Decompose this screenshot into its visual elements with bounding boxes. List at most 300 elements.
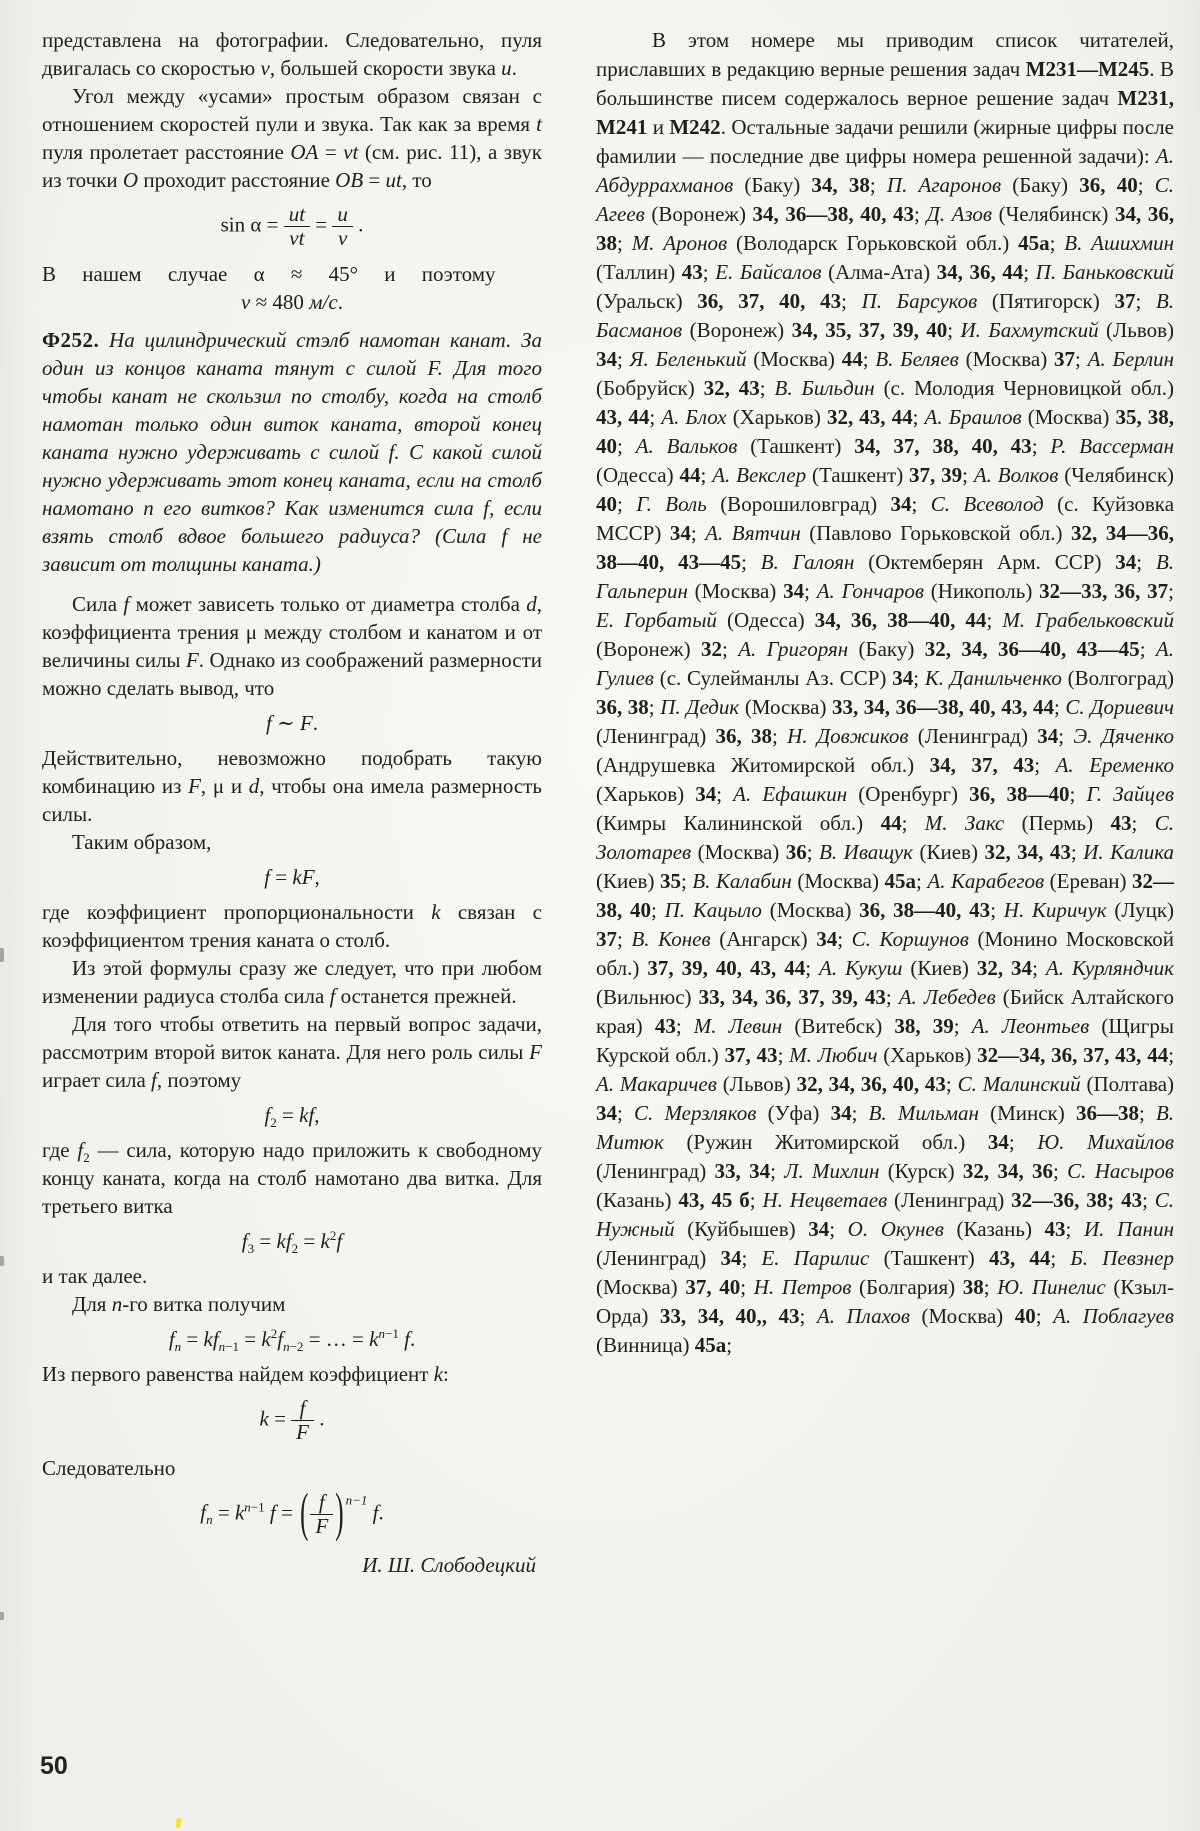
entry-place: (Ангарск) — [719, 927, 808, 951]
entry-name: А. Лебедев — [898, 985, 996, 1009]
entry-name: В. Мильман — [868, 1101, 979, 1125]
reader-entry: А. Еременко (Харьков) 34; — [596, 753, 1175, 806]
entry-numbers: 43 — [1044, 1217, 1066, 1241]
entry-place: (Москва) — [744, 695, 827, 719]
right-column — [596, 26, 1174, 1360]
entry-numbers: 34 — [987, 1130, 1009, 1154]
entry-name: А. Карабегов — [927, 869, 1045, 893]
entry-numbers: 34 — [1115, 550, 1137, 574]
entry-name: А. Абдуррахманов — [596, 144, 1174, 197]
entry-numbers: 34 — [816, 927, 838, 951]
entry-name: В. Бильдин — [774, 376, 875, 400]
entry-place: (Ворошиловград) — [720, 492, 878, 516]
entry-numbers: 32—34, 36, 37, 43, 44 — [977, 1043, 1169, 1067]
reader-entry: О. Окунев (Казань) 43; — [847, 1217, 1084, 1241]
entry-name: С. Золотарев — [596, 811, 1174, 864]
reader-entry: Э. Дяченко (Андрушевка Житомирской обл.) 34, 37, 43; — [596, 724, 1175, 777]
entry-name: А. Блох — [661, 405, 727, 429]
reader-entry: А. Вальков (Ташкент) 34, 37, 38, 40, 43; — [635, 434, 1051, 458]
entry-numbers: 40 — [596, 492, 617, 516]
scan-artifact-yellow-speck — [175, 1818, 181, 1829]
entry-name: И. Калика — [1083, 840, 1175, 864]
reader-entry: М. Левин (Витебск) 38, 39; — [693, 1014, 972, 1038]
reader-entry: В. Иващук (Киев) 32, 34, 43; — [819, 840, 1084, 864]
reader-entry: А. Волков (Челябинск) 40; — [596, 463, 1175, 516]
formula: $f_3 = kf_2 = k^2f$ — [241, 1227, 343, 1256]
entry-place: (Челябинск) — [1064, 463, 1175, 487]
entry-numbers: 33, 34, 36, 37, 39, 43 — [698, 985, 886, 1009]
entry-place: (Москва) — [697, 840, 780, 864]
entry-numbers: 36, 38 — [715, 724, 773, 748]
entry-name: А. Леонтьев — [971, 1014, 1090, 1038]
paragraph: Из этой формулы сразу же следует, что при любом изменении радиуса столба сила f останется прежней. — [42, 955, 542, 1008]
entry-place: (Волгоград) — [1067, 666, 1175, 690]
entry-place: (Москва) — [694, 579, 777, 603]
reader-entry: П. Барсуков (Пятигорск) 37; — [861, 289, 1156, 313]
reader-entry: Е. Горбатый (Одесса) 34, 36, 38—40, 44; — [596, 608, 1003, 632]
entry-numbers: 44 — [880, 811, 902, 835]
formula: $f_n = kf_{n-1} = k^2f_{n-2}$ = … = $k^{n-1}$ f. — [168, 1325, 416, 1354]
entry-place: (Монино Московской обл.) — [596, 927, 1175, 980]
entry-name: П. Кацыло — [664, 898, 762, 922]
entry-place: (Ташкент) — [883, 1246, 975, 1270]
entry-place: (Ленинград) — [917, 724, 1028, 748]
reader-entry: Д. Азов (Челябинск) 34, 36, 38; — [596, 202, 1175, 255]
entry-place: (Баку) — [1012, 173, 1069, 197]
entry-place: (Воронеж) — [651, 202, 746, 226]
entry-numbers: 33, 34, 40,, 43 — [659, 1304, 800, 1328]
entry-place: (Пятигорск) — [991, 289, 1100, 313]
entry-numbers: 34 — [1037, 724, 1059, 748]
entry-name: А. Вятчин — [705, 521, 801, 545]
entry-numbers: 32, 34, 43 — [984, 840, 1071, 864]
entry-name: Е. Байсалов — [715, 260, 822, 284]
reader-entry: И. Панин (Ленинград) 34; — [596, 1217, 1175, 1270]
entry-name: С. Всеволод — [930, 492, 1044, 516]
entry-numbers: 32, 34 — [976, 956, 1033, 980]
entry-numbers: 32, 43 — [703, 376, 760, 400]
entry-numbers: 32, 34, 36—40, 43—45 — [924, 637, 1140, 661]
entry-numbers: 34 — [596, 347, 617, 371]
entry-numbers: 34 — [830, 1101, 852, 1125]
paragraph: где коэффициент пропорциональности k связан с коэффициентом трения каната о столб. — [42, 899, 542, 952]
entry-name: А. Ефашкин — [733, 782, 848, 806]
entry-place: (Курск) — [887, 1159, 955, 1183]
entry-numbers: 40 — [1014, 1304, 1036, 1328]
reader-entry: А. Поблагуев (Винница) 45а; — [596, 1304, 1174, 1357]
entry-place: (Уральск) — [596, 289, 683, 313]
entry-name: П. Дедик — [660, 695, 740, 719]
entry-name: В. Галоян — [760, 550, 855, 574]
entry-numbers: 43 — [1110, 811, 1132, 835]
formula: v ≈ 480 м/с. — [241, 289, 343, 314]
paragraph: Угол между «усами» простым образом связан с отношением скоростей пули и звука. Так как за время t пуля пролетает расстояние OA = vt (см. рис. 11), а звук из точки O проходит расстояние OB = ut, то — [42, 84, 542, 192]
entry-place: (Ереван) — [1049, 869, 1127, 893]
entry-numbers: 34, 36, 38—40, 44 — [814, 608, 987, 632]
entry-place: (Киев) — [910, 956, 969, 980]
entry-name: В. Митюк — [596, 1101, 1175, 1154]
reader-entry: С. Золотарев (Москва) 36; — [596, 811, 1174, 864]
entry-name: А. Берлин — [1087, 347, 1175, 371]
reader-entry: С. Мерзляков (Уфа) 34; — [634, 1101, 869, 1125]
entry-numbers: 32, 34, 36, 40, 43 — [796, 1072, 946, 1096]
entry-name: М. Аронов — [631, 231, 728, 255]
entry-name: Ю. Пинелис — [997, 1275, 1106, 1299]
entry-name: И. Панин — [1084, 1217, 1175, 1241]
reader-entry: П. Баньковский (Уральск) 36, 37, 40, 43; — [596, 260, 1175, 313]
entry-place: (Андрушевка Житомирской обл.) — [596, 753, 915, 777]
entry-name: Я. Беленький — [629, 347, 747, 371]
reader-entry: В. Беляев (Москва) 37; — [875, 347, 1088, 371]
entry-name: Р. Вассерман — [1050, 434, 1175, 458]
reader-entry: И. Бахмутский (Львов) 34; — [596, 318, 1175, 371]
entry-numbers: 45а — [694, 1333, 727, 1357]
entry-numbers: 36 — [785, 840, 807, 864]
entry-name: Г. Зайцев — [1086, 782, 1175, 806]
reader-entry: В. Ашихмин (Таллин) 43; — [596, 231, 1174, 284]
entry-numbers: 34, 37, 43 — [929, 753, 1035, 777]
reader-entry: А. Лебедев (Бийск Алтайского края) 43; — [596, 985, 1174, 1038]
reader-entry: А. Векслер (Ташкент) 37, 39; — [712, 463, 974, 487]
entry-place: (Воронеж) — [689, 318, 785, 342]
entry-name: Н. Петров — [753, 1275, 852, 1299]
entry-place: (Москва) — [769, 898, 852, 922]
entry-name: С. Насыров — [1067, 1159, 1175, 1183]
entry-place: (Витебск) — [794, 1014, 883, 1038]
entry-numbers: 34, 37, 38, 40, 43 — [854, 434, 1032, 458]
entry-place: (с. Куйзовка МССР) — [596, 492, 1175, 545]
reader-entry: В. Митюк (Ружин Житомирской обл.) 34; — [596, 1101, 1175, 1154]
entry-name: С. Коршунов — [851, 927, 969, 951]
formula: f = kF, — [264, 864, 320, 889]
reader-entry: С. Дориевич (Ленинград) 36, 38; — [596, 695, 1175, 748]
reader-entry: А. Абдуррахманов (Баку) 34, 38; — [596, 144, 1174, 197]
formula: k = $\frac{f}{F}$ . — [259, 1395, 325, 1445]
entry-numbers: 37 — [1114, 289, 1136, 313]
formula: $f_n = k^{n-1}$ f = ( $\frac{f}{F}$ ) $^{n-1}$ f. — [200, 1484, 384, 1543]
entry-numbers: 36, 38 — [596, 695, 649, 719]
entry-numbers: 35 — [660, 869, 681, 893]
reader-entry: М. Любич (Харьков) 32—34, 36, 37, 43, 44; — [789, 1043, 1175, 1067]
entry-place: (Уфа) — [767, 1101, 820, 1125]
paragraph: В нашем случае α ≈ 45° и поэтому — [42, 261, 496, 286]
paragraph: и так далее. — [42, 1263, 148, 1288]
reader-entry: Б. Певзнер (Москва) 37, 40; — [596, 1246, 1174, 1299]
entry-name: С. Дориевич — [1065, 695, 1175, 719]
entry-name: М. Левин — [693, 1014, 783, 1038]
paragraph: Для n-го витка получим — [72, 1291, 286, 1316]
entry-numbers: 45а — [884, 869, 917, 893]
entry-name: П. Агаронов — [886, 173, 1002, 197]
entry-numbers: 43, 44 — [596, 405, 650, 429]
paragraph: Следовательно — [42, 1455, 176, 1480]
signature: И. Ш. Слободецкий — [362, 1553, 536, 1578]
reader-entry: Н. Петров (Болгария) 38; — [753, 1275, 998, 1299]
entry-name: А. Гончаров — [816, 579, 924, 603]
entry-place: (Львов) — [1106, 318, 1175, 342]
entry-place: (Никополь) — [930, 579, 1033, 603]
entry-name: Н. Нецветаев — [762, 1188, 888, 1212]
entry-numbers: 36—38 — [1075, 1101, 1139, 1125]
entry-name: П. Баньковский — [1035, 260, 1175, 284]
reader-entry: М. Аронов (Володарск Горьковской обл.) 45а; — [631, 231, 1065, 255]
entry-name: С. Мерзляков — [634, 1101, 757, 1125]
entry-name: Э. Дяченко — [1073, 724, 1175, 748]
entry-numbers: 34 — [669, 521, 691, 545]
entry-place: (Полтава) — [1086, 1072, 1175, 1096]
entry-place: (Пермь) — [1021, 811, 1094, 835]
entry-name: А. Вальков — [635, 434, 738, 458]
reader-entry: А. Карабегов (Ереван) 32—38, 40; — [596, 869, 1175, 922]
entry-place: (Челябинск) — [998, 202, 1109, 226]
entry-place: (Оренбург) — [858, 782, 959, 806]
entry-name: А. Гулиев — [596, 637, 1174, 690]
formula: $f_2$ = kf, — [264, 1102, 320, 1130]
reader-entry: В. Гальперин (Москва) 34; — [596, 550, 1175, 603]
entry-name: С. Нужный — [596, 1188, 1175, 1241]
entry-name: В. Беляев — [875, 347, 959, 371]
scan-artifact-edge-mark — [0, 1256, 4, 1266]
reader-entry: В. Басманов (Воронеж) 34, 35, 37, 39, 40; — [596, 289, 1175, 342]
entry-name: Л. Михлин — [784, 1159, 880, 1183]
entry-numbers: 37, 39, 40, 43, 44 — [647, 956, 806, 980]
entry-place: (Киев) — [596, 869, 655, 893]
entry-name: В. Иващук — [819, 840, 914, 864]
entry-numbers: 34 — [892, 666, 914, 690]
entry-numbers: 35, 38, 40 — [596, 405, 1175, 458]
reader-entry: И. Калика (Киев) 35; — [596, 840, 1175, 893]
entry-numbers: 38, 39 — [894, 1014, 954, 1038]
entry-place: (Москва) — [921, 1304, 1004, 1328]
page-number: 50 — [40, 1752, 68, 1780]
entry-place: (Кзыл-Орда) — [596, 1275, 1175, 1328]
entry-name: С. Малинский — [957, 1072, 1081, 1096]
entry-place: (Куйбышев) — [687, 1217, 796, 1241]
entry-place: (Львов) — [722, 1072, 791, 1096]
entry-numbers: 32—33, 36, 37 — [1039, 579, 1169, 603]
entry-name: В. Конев — [631, 927, 711, 951]
entry-place: (Москва) — [965, 347, 1048, 371]
entry-numbers: 43 — [681, 260, 703, 284]
entry-place: (Киев) — [919, 840, 978, 864]
entry-numbers: 32, 34—36, 38—40, 43—45 — [596, 521, 1175, 574]
entry-place: (Бобруйск) — [596, 376, 695, 400]
entry-place: (с. Молодия Черновицкой обл.) — [883, 376, 1175, 400]
entry-name: Г. Воль — [636, 492, 707, 516]
entry-numbers: 34, 36, 38 — [596, 202, 1175, 255]
entry-name: Д. Азов — [926, 202, 993, 226]
reader-entry: А. Гулиев (с. Сулейманлы Аз. ССР) 34; — [596, 637, 1174, 690]
entry-name: А. Векслер — [712, 463, 807, 487]
paragraph: Действительно, невозможно подобрать такую комбинацию из F, μ и d, чтобы она имела размерность силы. — [42, 745, 542, 826]
entry-place: (Одесса) — [726, 608, 805, 632]
entry-place: (Ленинград) — [596, 1246, 707, 1270]
paragraph: Таким образом, — [72, 829, 212, 854]
entry-numbers: 33, 34 — [714, 1159, 771, 1183]
reader-entry: В. Галоян (Октемберян Арм. ССР) 34; — [760, 550, 1156, 574]
entry-numbers: 36, 40 — [1079, 173, 1138, 197]
entry-name: Е. Парилис — [761, 1246, 870, 1270]
left-column — [42, 26, 542, 1579]
entry-place: (Одесса) — [596, 463, 674, 487]
entry-numbers: 34, 36, 44 — [936, 260, 1024, 284]
entry-name: А. Курляндчик — [1045, 956, 1175, 980]
entry-numbers: 34 — [695, 782, 717, 806]
entry-numbers: 32 — [700, 637, 722, 661]
entry-place: (с. Сулейманлы Аз. ССР) — [659, 666, 887, 690]
reader-entry: А. Леонтьев (Щигры Курской обл.) 37, 43; — [596, 1014, 1175, 1067]
entry-place: (Минск) — [990, 1101, 1065, 1125]
entry-name: А. Волков — [973, 463, 1059, 487]
entry-numbers: 34 — [783, 579, 805, 603]
entry-name: М. Грабельковский — [1002, 608, 1175, 632]
entry-name: А. Макаричев — [596, 1072, 717, 1096]
entry-numbers: 36, 38—40, 43 — [859, 898, 991, 922]
reader-entry: В. Калабин (Москва) 45а; — [692, 869, 928, 893]
reader-entry: Н. Киричук (Луцк) 37; — [596, 898, 1175, 951]
reader-entry: А. Курляндчик (Вильнюс) 33, 34, 36, 37, 39, 43; — [596, 956, 1175, 1009]
entry-numbers: 45а — [1018, 231, 1050, 255]
reader-entry: В. Мильман (Минск) 36—38; — [868, 1101, 1156, 1125]
reader-entry: А. Григорян (Баку) 32, 34, 36—40, 43—45; — [738, 637, 1156, 661]
entry-numbers: 32—36, 38; 43 — [1011, 1188, 1143, 1212]
entry-place: (Октемберян Арм. ССР) — [868, 550, 1102, 574]
entry-numbers: 32, 34, 36 — [962, 1159, 1054, 1183]
entry-place: (Харьков) — [732, 405, 821, 429]
reader-entry: С. Насыров (Казань) 43, 45 б; — [596, 1159, 1175, 1212]
reader-entry: С. Агеев (Воронеж) 34, 36—38, 40, 43; — [596, 173, 1175, 226]
reader-entry: М. Закс (Пермь) 43; — [924, 811, 1155, 835]
entry-name: В. Гальперин — [596, 550, 1175, 603]
entry-place: (Ленинград) — [596, 1159, 707, 1183]
entry-name: К. Данильченко — [924, 666, 1062, 690]
entry-place: (Луцк) — [1114, 898, 1175, 922]
entry-numbers: 37, 39 — [909, 463, 963, 487]
entry-numbers: 43, 45 б — [678, 1188, 750, 1212]
entry-numbers: 36, 37, 40, 43 — [697, 289, 842, 313]
entry-numbers: 37, 40 — [685, 1275, 741, 1299]
entry-name: Н. Довжиков — [787, 724, 909, 748]
entry-name: Е. Горбатый — [596, 608, 717, 632]
entry-place: (Володарск Горьковской обл.) — [736, 231, 1010, 255]
entry-numbers: 34 — [720, 1246, 742, 1270]
paragraph: где $f_2$ — сила, которую надо приложить к свободному концу каната, когда на столб намотано два витка. Для третьего витка — [42, 1137, 542, 1218]
entry-numbers: 43, 44 — [988, 1246, 1051, 1270]
readers-paragraph — [596, 26, 1174, 1360]
entry-name: Ю. Михайлов — [1037, 1130, 1175, 1154]
entry-place: (Болгария) — [859, 1275, 956, 1299]
formula: sin α = $\frac{ut}{vt}$ = $\frac{u}{v}$ . — [220, 202, 364, 251]
entry-numbers: 37 — [596, 927, 617, 951]
reader-entry: Г. Зайцев (Кимры Калининской обл.) 44; — [596, 782, 1175, 835]
entry-place: (Щигры Курской обл.) — [596, 1014, 1175, 1067]
entry-place: (Харьков) — [596, 782, 685, 806]
entry-place: (Баку) — [858, 637, 915, 661]
entry-place: (Кимры Калининской обл.) — [596, 811, 864, 835]
entry-place: (Москва) — [1027, 405, 1110, 429]
reader-entry: Н. Нецветаев (Ленинград) 32—36, 38; 43; — [762, 1188, 1155, 1212]
entry-numbers: 38 — [962, 1275, 984, 1299]
scan-artifact-edge-mark — [0, 1612, 4, 1620]
entry-numbers: 32, 43, 44 — [826, 405, 913, 429]
reader-entry: А. Браилов (Москва) 35, 38, 40; — [596, 405, 1175, 458]
entry-name: А. Григорян — [738, 637, 849, 661]
reader-entry: А. Ефашкин (Оренбург) 36, 38—40; — [733, 782, 1087, 806]
entry-numbers: 43 — [654, 1014, 676, 1038]
entry-name: Б. Певзнер — [1070, 1246, 1174, 1270]
reader-entry: А. Берлин (Бобруйск) 32, 43; — [596, 347, 1175, 400]
entry-numbers: 37 — [1054, 347, 1076, 371]
entry-numbers: 44 — [841, 347, 863, 371]
reader-entry: Я. Беленький (Москва) 44; — [629, 347, 876, 371]
entry-place: (Харьков) — [883, 1043, 972, 1067]
entry-place: (Москва) — [596, 1275, 678, 1299]
reader-entry: С. Нужный (Куйбышев) 34; — [596, 1188, 1175, 1241]
reader-entry: С. Всеволод (с. Куйзовка МССР) 34; — [596, 492, 1175, 545]
reader-entry: С. Коршунов (Монино Московской обл.) 37, 39, 40, 43, 44; — [596, 927, 1175, 980]
entry-numbers: 33, 34, 36—38, 40, 43, 44 — [832, 695, 1054, 719]
entry-numbers: 34 — [808, 1217, 830, 1241]
entry-name: А. Еременко — [1055, 753, 1175, 777]
entry-name: В. Калабин — [692, 869, 792, 893]
entry-name: С. Агеев — [596, 173, 1175, 226]
entry-place: (Баку) — [744, 173, 801, 197]
entry-place: (Казань) — [956, 1217, 1032, 1241]
entry-numbers: 36, 38—40 — [969, 782, 1070, 806]
reader-entry: Л. Михлин (Курск) 32, 34, 36; — [784, 1159, 1068, 1183]
reader-entry: А. Плахов (Москва) 40; — [816, 1304, 1054, 1328]
reader-entry: Е. Байсалов (Алма-Ата) 34, 36, 44; — [715, 260, 1036, 284]
reader-entry: А. Макаричев (Львов) 32, 34, 36, 40, 43; — [596, 1072, 958, 1096]
entry-place: (Москва) — [797, 869, 879, 893]
entry-place: (Воронеж) — [596, 637, 691, 661]
entry-name: И. Бахмутский — [960, 318, 1099, 342]
entry-place: (Ташкент) — [750, 434, 842, 458]
entry-name: В. Басманов — [596, 289, 1175, 342]
reader-entry: Р. Вассерман (Одесса) 44; — [596, 434, 1175, 487]
paragraph: представлена на фотографии. Следовательно, пуля двигалась со скоростью v, большей скорости звука u. — [42, 28, 542, 80]
entry-numbers: 34, 35, 37, 39, 40 — [791, 318, 948, 342]
entry-numbers: 34 — [890, 492, 912, 516]
reader-entry: А. Гончаров (Никополь) 32—33, 36, 37; — [816, 579, 1175, 603]
reader-entry: Ю. Пинелис (Кзыл-Орда) 33, 34, 40,, 43; — [596, 1275, 1175, 1328]
reader-entry: П. Дедик (Москва) 33, 34, 36—38, 40, 43, 44; — [660, 695, 1066, 719]
entry-name: А. Поблагуев — [1053, 1304, 1174, 1328]
entry-place: (Казань) — [596, 1188, 672, 1212]
entry-name: М. Закс — [924, 811, 1005, 835]
reader-entry: А. Вятчин (Павлово Горьковской обл.) 32, 34—36, 38—40, 43—45; — [596, 521, 1175, 574]
entry-place: (Таллин) — [596, 260, 676, 284]
formula: f ∼ F. — [265, 710, 319, 735]
entry-place: (Бийск Алтайского края) — [596, 985, 1174, 1038]
entry-numbers: 37, 43 — [724, 1043, 778, 1067]
entry-numbers: 34, 36—38, 40, 43 — [752, 202, 915, 226]
paragraph: Ф252. На цилиндрический стэлб намотан канат. За один из концов каната тянут с силой F. Для того чтобы канат не скользил по столбу, когда на столб намотан только один виток каната, второй конец каната нужно удерживать с силой f. С какой силой нужно удерживать этот конец каната, если на столб намотано n его витков? Как изменится сила f, если взять столб вдвое большего радиуса? (Сила f не зависит от толщины каната.) — [42, 327, 542, 576]
reader-entry: Е. Парилис (Ташкент) 43, 44; — [761, 1246, 1071, 1270]
entry-numbers: 32—38, 40 — [596, 869, 1175, 922]
intro-text: В этом номере мы приводим список читателей, приславших в редакцию верные решения задач М231—М245. В большинстве писем содержалось верное решение задач М231, М241 и М242. Остальные задачи решили (жирные цифры после фамилии — последние две цифры номера решенной задачи): — [596, 28, 1175, 168]
reader-entry: С. Малинский (Полтава) 34; — [596, 1072, 1175, 1125]
entry-place: (Ружин Житомирской обл.) — [686, 1130, 966, 1154]
reader-entry: М. Грабельковский (Воронеж) 32; — [596, 608, 1175, 661]
reader-entry: А. Блох (Харьков) 32, 43, 44; — [661, 405, 925, 429]
reader-entry: П. Кацыло (Москва) 36, 38—40, 43; — [664, 898, 1004, 922]
entry-name: А. Плахов — [816, 1304, 910, 1328]
entry-name: А. Кукуш — [819, 956, 903, 980]
reader-entry: Ю. Михайлов (Ленинград) 33, 34; — [596, 1130, 1175, 1183]
paragraph: Для того чтобы ответить на первый вопрос задачи, рассмотрим второй виток каната. Для него роль силы F играет сила f, поэтому — [42, 1011, 542, 1092]
reader-entry: Г. Воль (Ворошиловград) 34; — [636, 492, 931, 516]
